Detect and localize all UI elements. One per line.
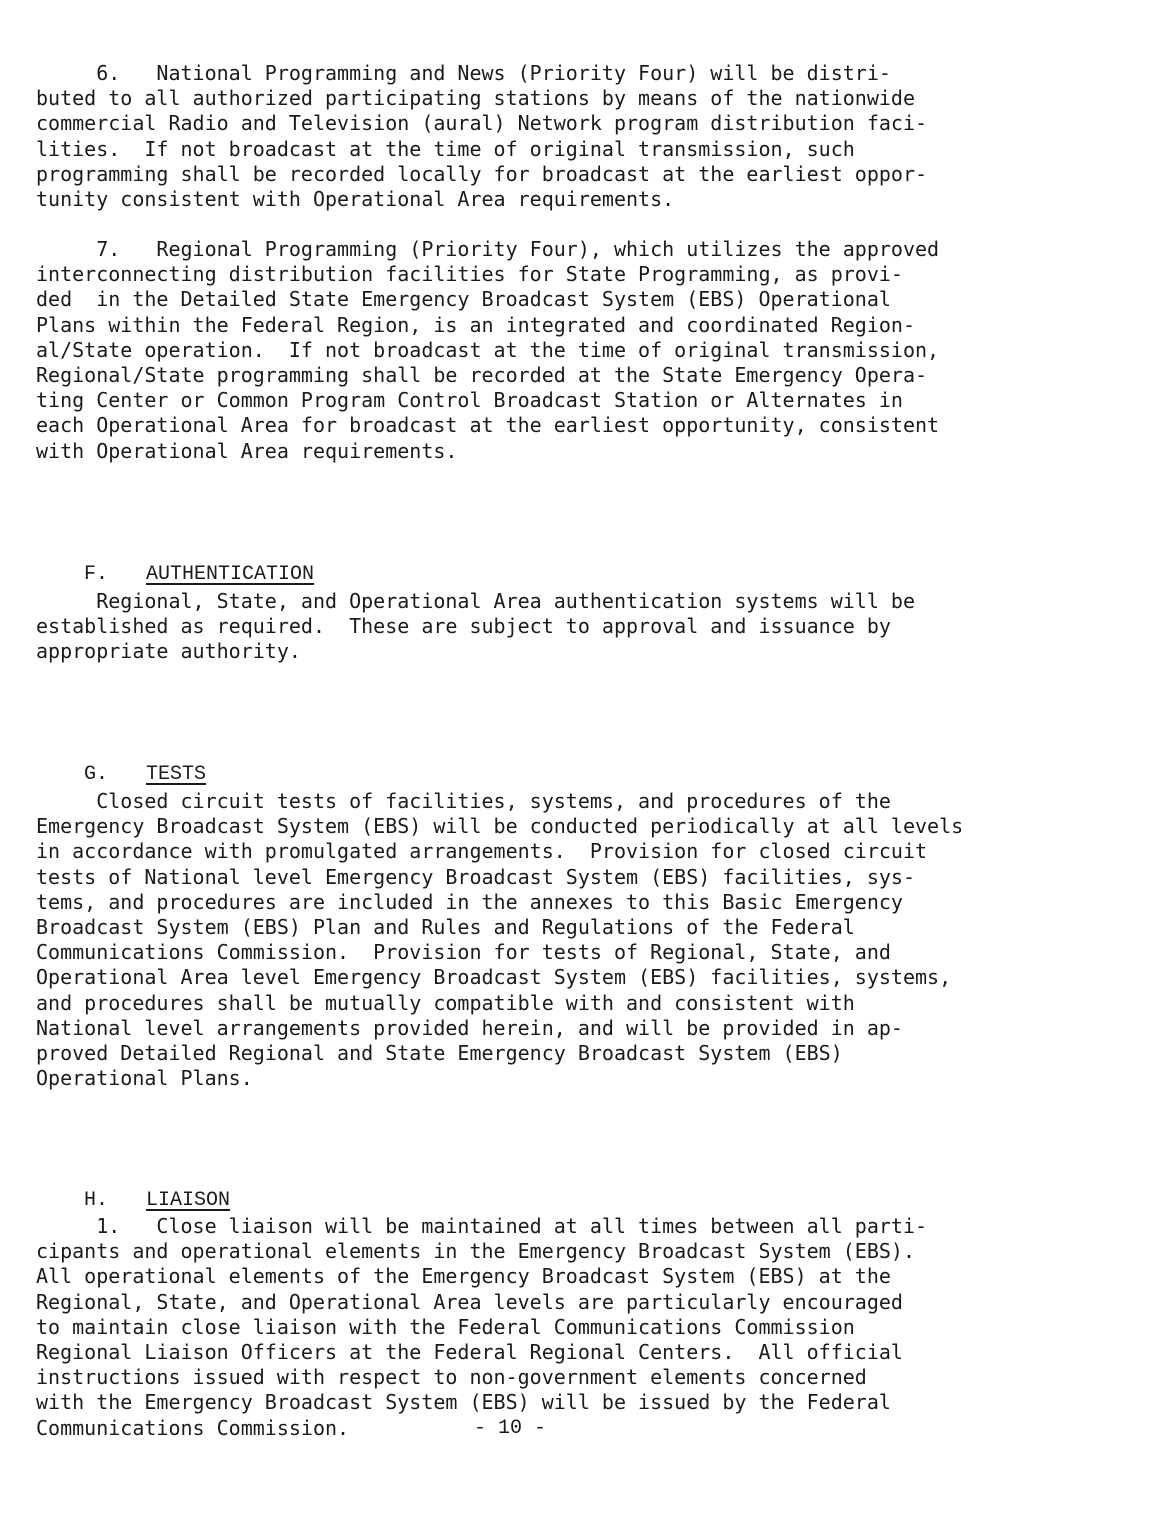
section-letter: G. [84,763,109,786]
section-letter: F. [84,563,109,586]
paragraph-7: 7. Regional Programming (Priority Four), which utilizes the approved interconnecting distribution facilities for State Programming, as provi- ded in the Detailed State Emergency Broadcast System (EBS) Operational Plans within the Federal Region, is an integrated and coordinated Region- al/State operation. If not broadcast at the time of original transmission, Regional/State programming shall be recorded at the State Emergency Opera- ting Center or Common Program Control Broadcast Station or Alternates in each Operational Area for broadcast at the earliest opportunity, consistent with Operational Area requirements. [36,237,940,463]
tests-paragraph: Closed circuit tests of facilities, systems, and procedures of the Emergency Broadcast System (EBS) will be conducted periodically at all levels in accordance with promulgated arrangements. Provision for closed circuit tests of National level Emergency Broadcast System (EBS) facilities, sys- tems, and procedures are included in the annexes to this Basic Emergency Broadcast System (EBS) Plan and Rules and Regulations of the Federal Communications Commission. Provision for tests of Regional, State, and Operational Area level Emergency Broadcast System (EBS) facilities, systems, and procedures shall be mutually compatible with and consistent with National level arrangements provided herein, and will be provided in ap- proved Detailed Regional and State Emergency Broadcast System (EBS) Operational Plans. [36,789,964,1091]
section-title: AUTHENTICATION [146,563,315,586]
authentication-paragraph: Regional, State, and Operational Area authentication systems will be established as required. These are subject to approval and issuance by appropriate authority. [36,589,915,664]
paragraph-6: 6. National Programming and News (Priority Four) will be distri- buted to all authorized participating stations by means of the nationwide commercial Radio and Television (aural) Network program distribution faci- lities. If not broadcast at the time of original transmission, such programming shall be recorded locally for broadcast at the earliest oppor- tunity consistent with Operational Area requirements. [36,61,928,212]
section-title: LIAISON [146,1189,231,1212]
section-letter: H. [84,1189,109,1212]
liaison-paragraph-1: 1. Close liaison will be maintained at all times between all parti- cipants and operational elements in the Emergency Broadcast System (EBS). All operational elements of the Emergency Broadcast System (EBS) at the Regional, State, and Operational Area levels are particularly encouraged to maintain close liaison with the Federal Communications Commission Regional Liaison Officers at the Federal Regional Centers. All official instructions issued with respect to non-government elements concerned with the Emergency Broadcast System (EBS) will be issued by the Federal Communications Commission. [36,1214,928,1440]
page-number: - 10 - [474,1417,547,1440]
section-title: TESTS [146,763,207,786]
